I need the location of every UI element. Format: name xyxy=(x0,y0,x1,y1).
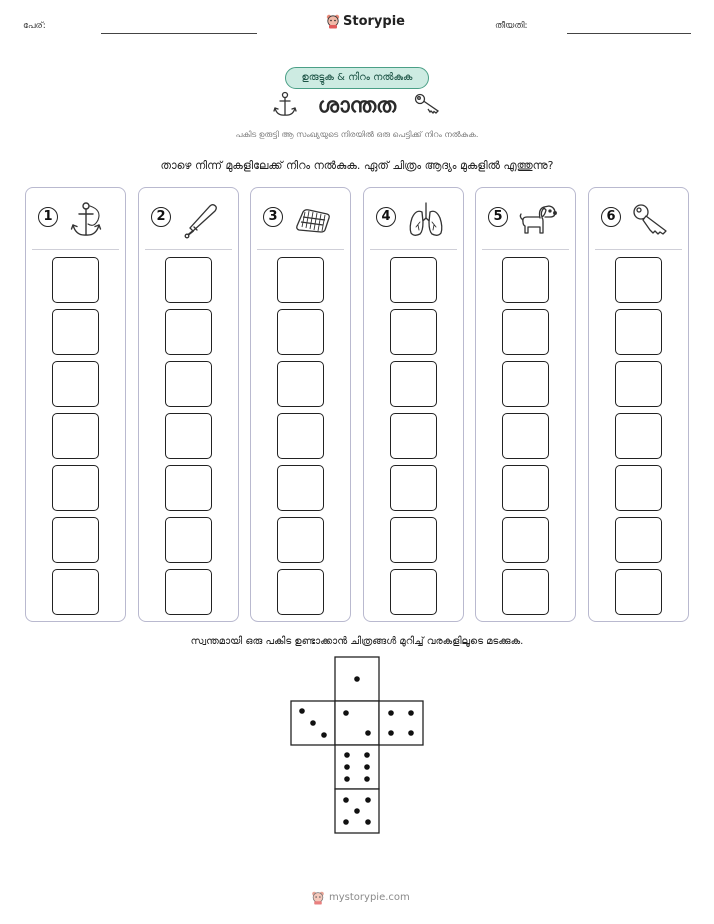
key-icon xyxy=(414,93,442,115)
die-pip xyxy=(365,730,371,736)
dog-icon xyxy=(518,200,558,240)
column-number: 1 xyxy=(38,207,58,227)
subtitle: പകിട ഉരുട്ടി ആ സംഖ്യയുടെ നിരയിൽ ഒരു പെട്ടിക്ക് നിറം നൽകുക. xyxy=(235,130,479,139)
die-face xyxy=(335,701,379,745)
color-box[interactable] xyxy=(390,361,437,407)
color-box[interactable] xyxy=(502,413,549,459)
anchor-icon xyxy=(68,200,108,240)
die-pip xyxy=(344,776,350,782)
color-box[interactable] xyxy=(277,517,324,563)
color-box[interactable] xyxy=(502,257,549,303)
column-header xyxy=(370,188,457,250)
column-5 xyxy=(475,187,576,622)
color-box[interactable] xyxy=(277,569,324,615)
color-box[interactable] xyxy=(502,569,549,615)
color-box[interactable] xyxy=(390,517,437,563)
color-box[interactable] xyxy=(277,257,324,303)
color-box[interactable] xyxy=(615,517,662,563)
color-box[interactable] xyxy=(615,413,662,459)
color-box[interactable] xyxy=(390,309,437,355)
color-box[interactable] xyxy=(502,361,549,407)
color-box[interactable] xyxy=(52,309,99,355)
color-box[interactable] xyxy=(277,309,324,355)
color-box[interactable] xyxy=(502,309,549,355)
page-title: ശാന്തത xyxy=(317,93,397,117)
column-3 xyxy=(250,187,351,622)
die-pip xyxy=(354,808,360,814)
color-box[interactable] xyxy=(165,465,212,511)
name-label: പേര്: xyxy=(23,21,46,31)
date-line[interactable] xyxy=(567,33,691,34)
column-number: 4 xyxy=(376,207,396,227)
color-box[interactable] xyxy=(615,569,662,615)
die-pip xyxy=(365,797,371,803)
column-header xyxy=(482,188,569,250)
color-box[interactable] xyxy=(615,309,662,355)
color-box[interactable] xyxy=(390,413,437,459)
die-pip xyxy=(364,752,370,758)
die-pip xyxy=(343,710,349,716)
color-box[interactable] xyxy=(52,361,99,407)
die-face xyxy=(379,701,423,745)
die-pip xyxy=(388,710,394,716)
name-line[interactable] xyxy=(101,33,257,34)
die-face xyxy=(335,745,379,789)
die-pip xyxy=(408,730,414,736)
color-box[interactable] xyxy=(277,465,324,511)
die-pip xyxy=(310,720,316,726)
color-box[interactable] xyxy=(52,257,99,303)
column-header xyxy=(145,188,232,250)
color-box[interactable] xyxy=(615,465,662,511)
color-box[interactable] xyxy=(390,465,437,511)
date-label: തീയതി: xyxy=(495,21,528,31)
color-box[interactable] xyxy=(165,309,212,355)
die-pip xyxy=(343,797,349,803)
column-number: 3 xyxy=(263,207,283,227)
die-pip xyxy=(408,710,414,716)
brand-logo xyxy=(326,13,405,29)
column-1 xyxy=(25,187,126,622)
color-box[interactable] xyxy=(52,517,99,563)
color-box[interactable] xyxy=(615,361,662,407)
storypie-mascot-icon xyxy=(311,890,325,905)
die-pip xyxy=(299,708,305,714)
die-pip xyxy=(364,776,370,782)
color-box[interactable] xyxy=(390,257,437,303)
color-box[interactable] xyxy=(277,361,324,407)
footer xyxy=(311,890,410,905)
column-6 xyxy=(588,187,689,622)
column-number: 2 xyxy=(151,207,171,227)
activity-badge: ഉരുട്ടുക & നിറം നൽകുക xyxy=(285,67,429,89)
baseball-bat-icon xyxy=(181,200,221,240)
column-number: 6 xyxy=(601,207,621,227)
storypie-mascot-icon xyxy=(326,13,340,29)
color-box[interactable] xyxy=(165,361,212,407)
color-box[interactable] xyxy=(165,413,212,459)
folded-towel-icon xyxy=(293,200,333,240)
die-pip xyxy=(343,819,349,825)
column-header xyxy=(595,188,682,250)
column-header xyxy=(32,188,119,250)
column-header xyxy=(257,188,344,250)
die-pip xyxy=(365,819,371,825)
die-pip xyxy=(321,732,327,738)
die-pip xyxy=(344,752,350,758)
color-box[interactable] xyxy=(165,569,212,615)
fold-instruction: സ്വന്തമായി ഒരു പകിട ഉണ്ടാക്കാൻ ചിത്രങ്ങൾ മുറിച്ച് വരകളിലൂടെ മടക്കുക. xyxy=(190,636,524,647)
footer-link[interactable]: mystorypie.com xyxy=(329,892,410,903)
color-box[interactable] xyxy=(615,257,662,303)
instruction: താഴെ നിന്ന് മുകളിലേക്ക് നിറം നൽകുക. ഏത് ചിത്രം ആദ്യം മുകളിൽ എത്തുന്നു? xyxy=(160,159,554,172)
column-number: 5 xyxy=(488,207,508,227)
lungs-icon xyxy=(406,200,446,240)
color-box[interactable] xyxy=(277,413,324,459)
color-box[interactable] xyxy=(502,517,549,563)
column-2 xyxy=(138,187,239,622)
color-box[interactable] xyxy=(52,569,99,615)
brand-name: Storypie xyxy=(343,13,405,29)
column-4 xyxy=(363,187,464,622)
die-pip xyxy=(354,676,360,682)
color-box[interactable] xyxy=(165,257,212,303)
die-pip xyxy=(388,730,394,736)
color-box[interactable] xyxy=(52,413,99,459)
color-box[interactable] xyxy=(502,465,549,511)
color-box[interactable] xyxy=(165,517,212,563)
color-box[interactable] xyxy=(390,569,437,615)
die-net xyxy=(290,656,426,836)
color-box[interactable] xyxy=(52,465,99,511)
die-pip xyxy=(364,764,370,770)
die-pip xyxy=(344,764,350,770)
key-icon xyxy=(631,200,671,240)
